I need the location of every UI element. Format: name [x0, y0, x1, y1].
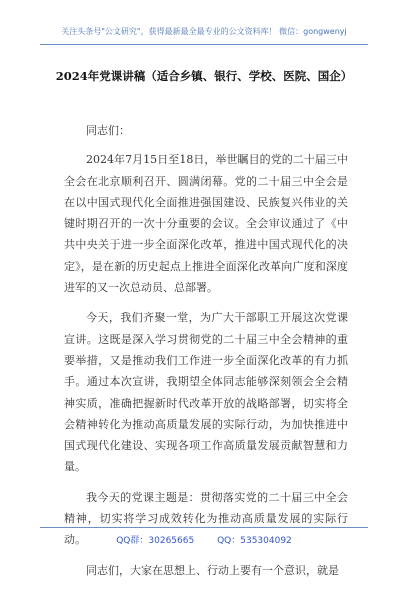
- footer-qq: QQ：535304092: [217, 536, 292, 546]
- greeting: 同志们：: [86, 124, 130, 137]
- footer: [0, 533, 408, 546]
- paragraph: 同志们，大家在思想上、行动上要有一个意识，就是: [86, 563, 339, 577]
- document-body: [64, 120, 348, 590]
- document-title: 2024年党课讲稿（适合乡镇、银行、学校、医院、国企）: [55, 69, 353, 83]
- paragraph: 2024年7月15日至18日，举世瞩目的党的二十届三中全会在北京顺利召开、圆满闭幕。党的二十届三中全会是在以中国式现代化全面推进强国建设、民族复兴伟业的关键时期召开的一次十分重要的会议。全会审议通过了《中共中央关于进一步全面深化改革，推进中国式现代化的决定》，是在新的历史起点上推进全面深化改革向广度和深度进军的又一次总动员、总部署。: [64, 153, 348, 295]
- header-note: 关注头条号"公文研究"，获得最新最全最专业的公文资料库！ 微信：gongwenyj: [61, 27, 347, 36]
- paragraph: 今天，我们齐聚一堂，为广大干部职工开展这次党课宣讲。这既是深入学习贯彻党的二十届三中全会精神的重要举措，又是推动我们工作进一步全面深化改革的有力抓手。通过本次宣讲，我期望全体同志能够深刻领会全会精神实质，准确把握新时代改革开放的战略部署，切实将全会精神转化为推动高质量发展的实际行动，为加快推进中国式现代化建设、实现各项工作高质量发展贡献智慧和力量。: [64, 311, 348, 474]
- header-divider: [40, 44, 368, 45]
- paragraph: 我今天的党课主题是：贯彻落实党的二十届三中全会精神，切实将学习成效转化为推动高质量发展的实际行动。: [64, 490, 348, 547]
- footer-qq-group: QQ群：30265665: [116, 536, 195, 546]
- footer-divider: [40, 527, 368, 528]
